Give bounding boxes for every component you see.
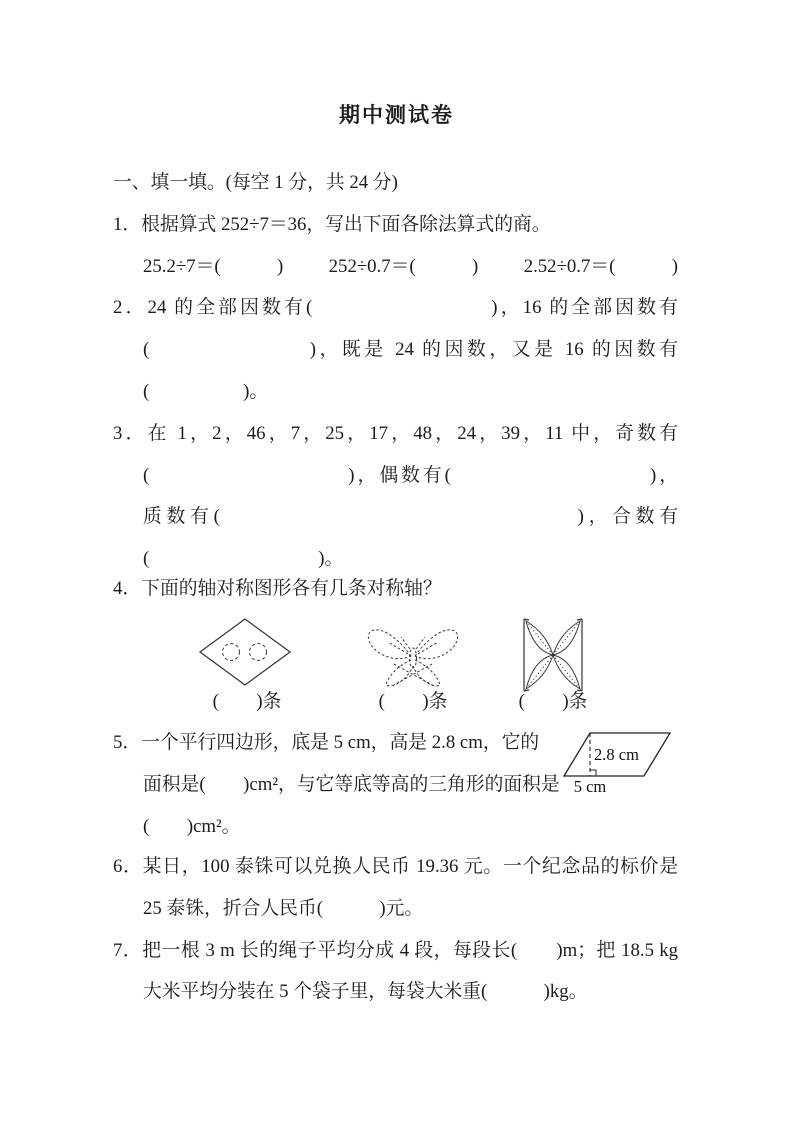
q7-line-1: 7．把一根 3 m 长的绳子平均分成 4 段，每段长( )m；把 18.5 kg (113, 939, 678, 961)
rhombus-with-circles-figure (195, 616, 295, 688)
q4-figure3-blank: ( )条 (518, 691, 588, 712)
q5-line-3: ( )cm²。 (143, 815, 241, 837)
fill-in-section (113, 162, 678, 580)
parallelogram-base-label: 5 cm (573, 777, 607, 796)
q1-equation-2: 252÷0.7＝( ) (328, 255, 479, 277)
q3-line-1: 3．在 1，2，46，7，25，17，48，24，39，11 中，奇数有 (113, 422, 678, 444)
q5-line-1: 5．一个平行四边形，底是 5 cm，高是 2.8 cm，它的 (113, 732, 540, 753)
q5-line-2: 面积是( )cm²，与它等底等高的三角形的面积是 (143, 773, 560, 795)
butterfly-figure (358, 614, 468, 694)
q4-figure2-blank: ( )条 (378, 691, 448, 712)
page-title: 期中测试卷 (339, 103, 454, 127)
q6-line-1: 6．某日，100 泰铢可以兑换人民币 19.36 元。一个纪念品的标价是 (113, 856, 678, 877)
q6-q7-block (113, 846, 678, 1013)
q1-equation-1: 25.2÷7＝( ) (143, 255, 284, 277)
section-heading: 一、填一填。(每空 1 分，共 24 分) (113, 172, 398, 193)
q6-line-2: 25 泰铢，折合人民币( )元。 (143, 897, 424, 919)
q4-prompt: 4．下面的轴对称图形各有几条对称轴？ (113, 578, 442, 599)
parallelogram-height-label: 2.8 cm (594, 745, 639, 764)
q2-line-2: ( )，既是 24 的因数，又是 16 的因数有 (143, 339, 678, 361)
q1-equation-3: 2.52÷0.7＝( ) (523, 255, 678, 277)
q3-line-3: 质数有( )，合数有 (143, 506, 678, 528)
q1-prompt: 1．根据算式 252÷7＝36，写出下面各除法算式的商。 (113, 213, 551, 235)
q2-line-3: ( )。 (143, 380, 269, 402)
pinwheel-flower-figure (516, 613, 590, 697)
q3-line-4: ( )。 (143, 548, 344, 570)
q7-line-2: 大米平均分装在 5 个袋子里，每袋大米重( )kg。 (143, 981, 588, 1003)
q3-line-2: ( )，偶数有( )， (143, 464, 678, 486)
q1-equation-row (113, 246, 678, 288)
q4-figure1-blank: ( )条 (212, 691, 282, 712)
parallelogram-figure (552, 722, 702, 800)
q2-line-1: 2．24 的全部因数有( )，16 的全部因数有 (113, 297, 678, 319)
